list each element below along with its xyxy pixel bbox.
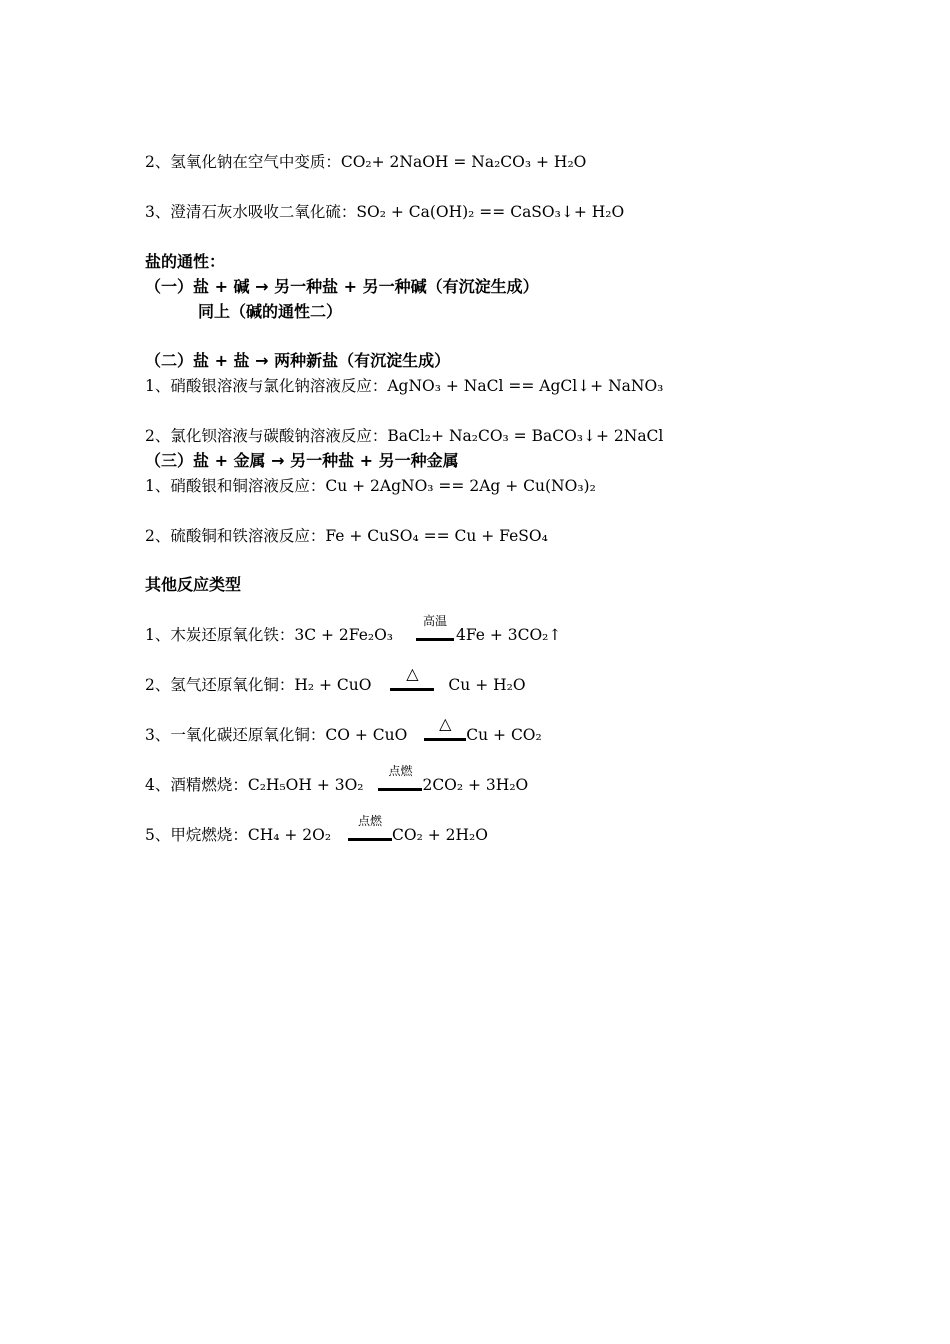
condition-arrow: [348, 814, 392, 845]
heading-other-reactions: 其他反应类型: [145, 575, 242, 594]
reaction-h2-cuo: [145, 664, 526, 695]
condition-label: 点燃: [388, 764, 413, 778]
heat-triangle-icon: △: [439, 714, 452, 733]
heat-triangle-icon: △: [406, 664, 419, 683]
reaction-cu-agno3: 1、硝酸银和铜溶液反应：Cu + 2AgNO₃ == 2Ag + Cu(NO₃)₂: [145, 477, 596, 495]
reaction-right: 4Fe + 3CO₂↑: [455, 626, 562, 644]
reaction-left: 1、木炭还原氧化铁：3C + 2Fe₂O₃: [145, 626, 394, 644]
reaction-right: Cu + H₂O: [448, 676, 526, 694]
reaction-carbon-fe2o3: [145, 614, 562, 645]
condition-arrow: [378, 764, 422, 795]
subheading-salt-salt: （二）盐 + 盐 → 两种新盐（有沉淀生成）: [145, 351, 451, 370]
reaction-ethanol-combustion: [145, 764, 529, 795]
condition-label: 点燃: [358, 814, 383, 828]
condition-arrow: [416, 614, 454, 645]
heading-salt-properties: 盐的通性：: [145, 252, 226, 271]
reaction-left: 2、氢气还原氧化铜：H₂ + CuO: [145, 676, 372, 694]
note-same-as-above: 同上（碱的通性二）: [198, 302, 343, 321]
reaction-fe-cuso4: 2、硫酸铜和铁溶液反应：Fe + CuSO₄ == Cu + FeSO₄: [145, 527, 548, 545]
reaction-agno3-nacl: 1、硝酸银溶液与氯化钠溶液反应：AgNO₃ + NaCl == AgCl↓+ NaNO₃: [145, 377, 664, 395]
condition-arrow: [390, 664, 434, 695]
reaction-bacl2-na2co3: 2、氯化钡溶液与碳酸钠溶液反应：BaCl₂+ Na₂CO₃ = BaCO₃↓+ 2NaCl: [145, 427, 664, 445]
condition-arrow: [424, 714, 466, 745]
subheading-salt-base: （一）盐 + 碱 → 另一种盐 + 另一种碱（有沉淀生成）: [145, 277, 539, 296]
reaction-naoh-co2: 2、氢氧化钠在空气中变质：CO₂+ 2NaOH = Na₂CO₃ + H₂O: [145, 153, 587, 171]
reaction-right: CO₂ + 2H₂O: [392, 826, 488, 844]
condition-label: 高温: [422, 614, 447, 628]
reaction-right: Cu + CO₂: [466, 726, 542, 744]
reaction-left: 5、甲烷燃烧：CH₄ + 2O₂: [145, 826, 332, 844]
reaction-co-cuo: [145, 714, 542, 745]
reaction-left: 3、一氧化碳还原氧化铜：CO + CuO: [145, 726, 408, 744]
reaction-left: 4、酒精燃烧：C₂H₅OH + 3O₂: [145, 776, 364, 794]
reaction-methane-combustion: [145, 814, 488, 845]
reaction-caoh2-so2: 3、澄清石灰水吸收二氧化硫：SO₂ + Ca(OH)₂ == CaSO₃↓+ H₂O: [145, 203, 625, 221]
reaction-right: 2CO₂ + 3H₂O: [422, 776, 529, 794]
subheading-salt-metal: （三）盐 + 金属 → 另一种盐 + 另一种金属: [145, 451, 459, 470]
